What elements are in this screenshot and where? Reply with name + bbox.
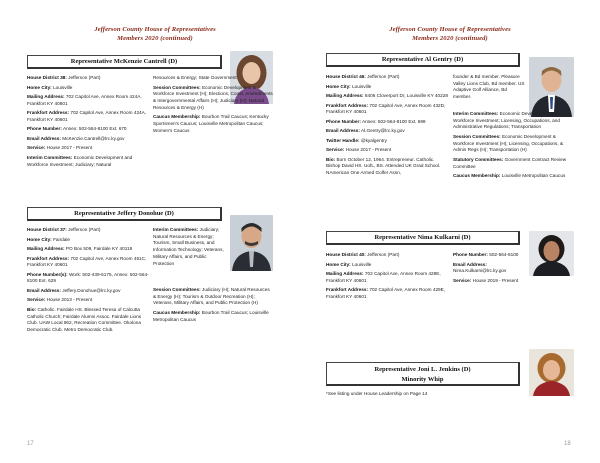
field-service: Service: House 2013 - Present <box>27 297 93 303</box>
field-bio: Bio: Born October 12, 1964. Entrepreneur. Catholic. Bishop David HS. UofL, BS. Attended UK Grad School. NAmerican One Armed Golfer Assn, <box>326 156 441 176</box>
field-bio: Bio: Catholic. Fairdale HS. Blessed Teresa of Calcutta Catholic Church; Fairdale Alumni Assoc. Fairdale Lions Club. UAW Local 862, Recreation Committee. Okolona Democratic Club. Metro Democratic Club. <box>27 306 142 333</box>
field-interim-committees: Interim Committees: Economic Development and Workforce Investment; Licensing, Occupations, and Administrative Regulations; Transportation <box>453 111 560 130</box>
field-session-committees: Session Committees: Judiciary (H); Natural Resources & Energy (H); Tourism & Outdoor Recreation (H); Veterans, Military Affairs, and Public Protection (H) <box>153 287 270 306</box>
left-header-line1: Jefferson County House of Representatives <box>94 26 216 33</box>
field-frankfort-address: Frankfort Address: 702 Capitol Ave, Annex Room 424A, Frankfort KY 40601 <box>27 110 147 122</box>
field-district: House District 38: Jefferson (Part) <box>27 75 101 80</box>
donohue-right-column <box>153 227 228 270</box>
field-caucus-membership: Caucus Membership: Bourbon Trail Caucus; Louisville Metropolitan Caucus <box>153 309 269 322</box>
kulkarni-right-column <box>453 252 523 287</box>
field-caucus-membership: Caucus Membership: Bourbon Trail Caucus; Kentucky Sportsmen's Caucus; Louisville Metropolitan Caucus; Women's Caucus <box>153 114 269 133</box>
donohue-left-column <box>27 227 149 337</box>
field-session-committees: Session Committees: Economic Development & Workforce Investment (H); Licensing, Occupations, & Admin Regs (H); Transportation (H) <box>453 133 564 153</box>
donohue-right-column-lower <box>153 287 273 326</box>
field-service: Service: House 2019 - Present <box>453 277 519 283</box>
rep-title-text: Representative Joni L. Jenkins (D) <box>374 366 471 373</box>
field-mailing-address: Mailing Address: 702 Capitol Ave, Annex Room 424A, Frankfort KY 40601 <box>27 94 142 106</box>
right-header-line2: Members 2020 (continued) <box>412 35 488 42</box>
field-session-committees: Session Committees: Economic Development & Workforce Investment (H); Elections, Const. Amendments & Intergovernmental Affairs (H); Judiciary (H); Natural Resources & Energy (H) <box>153 84 273 110</box>
field-service: Service: House 2017 - Present <box>27 145 93 151</box>
rep-title-text: Representative Al Gentry (D) <box>381 56 464 63</box>
field-interim-committees: Interim Committees: Judiciary; Natural Resources & Energy; Tourism, Small Business, and Information Technology; Veterans, Military Affairs, and Public Protection <box>153 227 224 266</box>
right-header-line1: Jefferson County House of Representatives <box>389 26 511 33</box>
field-email: Email Address: Al.Gentry@lrc.ky.gov <box>326 128 405 134</box>
field-home-city: Home City: Louisville <box>326 83 372 89</box>
kulkarni-left-column <box>326 252 448 303</box>
field-email: Email Address: Nima.Kulkarni@lrc.ky.gov <box>453 261 507 274</box>
rep-title-jenkins <box>326 362 520 386</box>
field-email: Email Address: McKenzie.Cantrell@lrc.ky.gov <box>27 135 125 141</box>
field-twitter: Twitter Handle: @kyalgentry <box>326 137 387 143</box>
field-phone: Phone Number: Annex: 502-564-8100 Ext. 670 <box>27 126 127 132</box>
field-email: Email Address: Jeffery.Donohue@lrc.ky.gov <box>27 287 121 293</box>
portrait-photo-kulkarni <box>529 231 574 276</box>
field-phone: Phone Number: Annex: 502-564-8100 Ext. 699 <box>326 118 426 124</box>
page-number-left: 17 <box>27 441 34 447</box>
portrait-photo-donohue <box>230 215 273 271</box>
field-service: Service: House 2017 - Present <box>326 147 392 153</box>
field-interim-continued: Resources & Energy; State Government <box>153 75 237 80</box>
field-district: House District 40: Jefferson (Part) <box>326 252 400 257</box>
field-mailing-address: Mailing Address: 702 Capitol Ave, Annex Room 429E, Frankfort KY 40601 <box>326 271 441 283</box>
rep-subtitle-text: Minority Whip <box>401 376 444 383</box>
field-mailing-address: Mailing Address: PO Box 509, Fairdale KY 40118 <box>27 246 133 251</box>
portrait-photo-jenkins <box>529 349 574 396</box>
rep-title-text: Representative Nima Kulkarni (D) <box>374 234 471 241</box>
field-district: House District 46: Jefferson (Part) <box>326 74 400 79</box>
field-interim-committees: Interim Committees: Economic Development and Workforce Investment; Judiciary; Natural <box>27 154 133 167</box>
rep-title-kulkarni <box>326 231 520 245</box>
right-page-header <box>310 25 590 43</box>
field-phone: Phone Number(s): Work: 502-439-6175, Annex: 502-564-8100 Ext. 629 <box>27 271 149 284</box>
rep-title-cantrell <box>27 55 222 69</box>
gentry-left-column <box>326 74 448 180</box>
gentry-right-column-top <box>453 74 525 104</box>
cantrell-left-column <box>27 75 149 171</box>
field-bio-continued: founder & Bd member. Pleasure Valley Lions Club, Bd member. US Adaptive Golf Alliance, Bd member. <box>453 74 525 100</box>
field-frankfort-address: Frankfort Address: 702 Capitol Ave, Annex Room 429E, Frankfort KY 40601 <box>326 287 446 299</box>
rep-title-text: Representative Jeffery Donohue (D) <box>74 210 174 217</box>
field-phone: Phone Number: 502-564-8100 <box>453 252 519 257</box>
field-home-city: Home City: Louisville <box>27 84 73 90</box>
field-frankfort-address: Frankfort Address: 702 Capitol Ave, Annex Room 432D, Frankfort KY 40601 <box>326 102 446 115</box>
field-statutory-committees: Statutory Committees: Government Contract Review Committee <box>453 156 567 169</box>
field-caucus-membership: Caucus Membership: Louisville Metropolitan Caucus <box>453 173 566 179</box>
field-frankfort-address: Frankfort Address: 702 Capitol Ave, Annex Room 451C, Frankfort KY 40601 <box>27 255 147 268</box>
page-number-right: 18 <box>564 441 571 447</box>
rep-title-text: Representative McKenzie Cantrell (D) <box>70 58 178 65</box>
cantrell-right-column <box>153 75 273 137</box>
leadership-note: *See listing under House Leadership on Page 14 <box>326 391 428 396</box>
jenkins-note <box>326 391 526 401</box>
field-mailing-address: Mailing Address: 8406 Cloverport Dr, Louisville KY 40228 <box>326 93 448 98</box>
left-header-line2: Members 2020 (continued) <box>117 35 193 42</box>
rep-title-gentry <box>326 53 520 67</box>
left-page-header <box>15 25 295 43</box>
field-home-city: Home City: Fairdale <box>27 236 70 242</box>
field-home-city: Home City: Louisville <box>326 261 372 267</box>
gentry-right-column <box>453 111 574 183</box>
rep-title-donohue <box>27 207 222 221</box>
field-district: House District 37: Jefferson (Part) <box>27 227 101 232</box>
portrait-photo-gentry <box>529 57 574 117</box>
